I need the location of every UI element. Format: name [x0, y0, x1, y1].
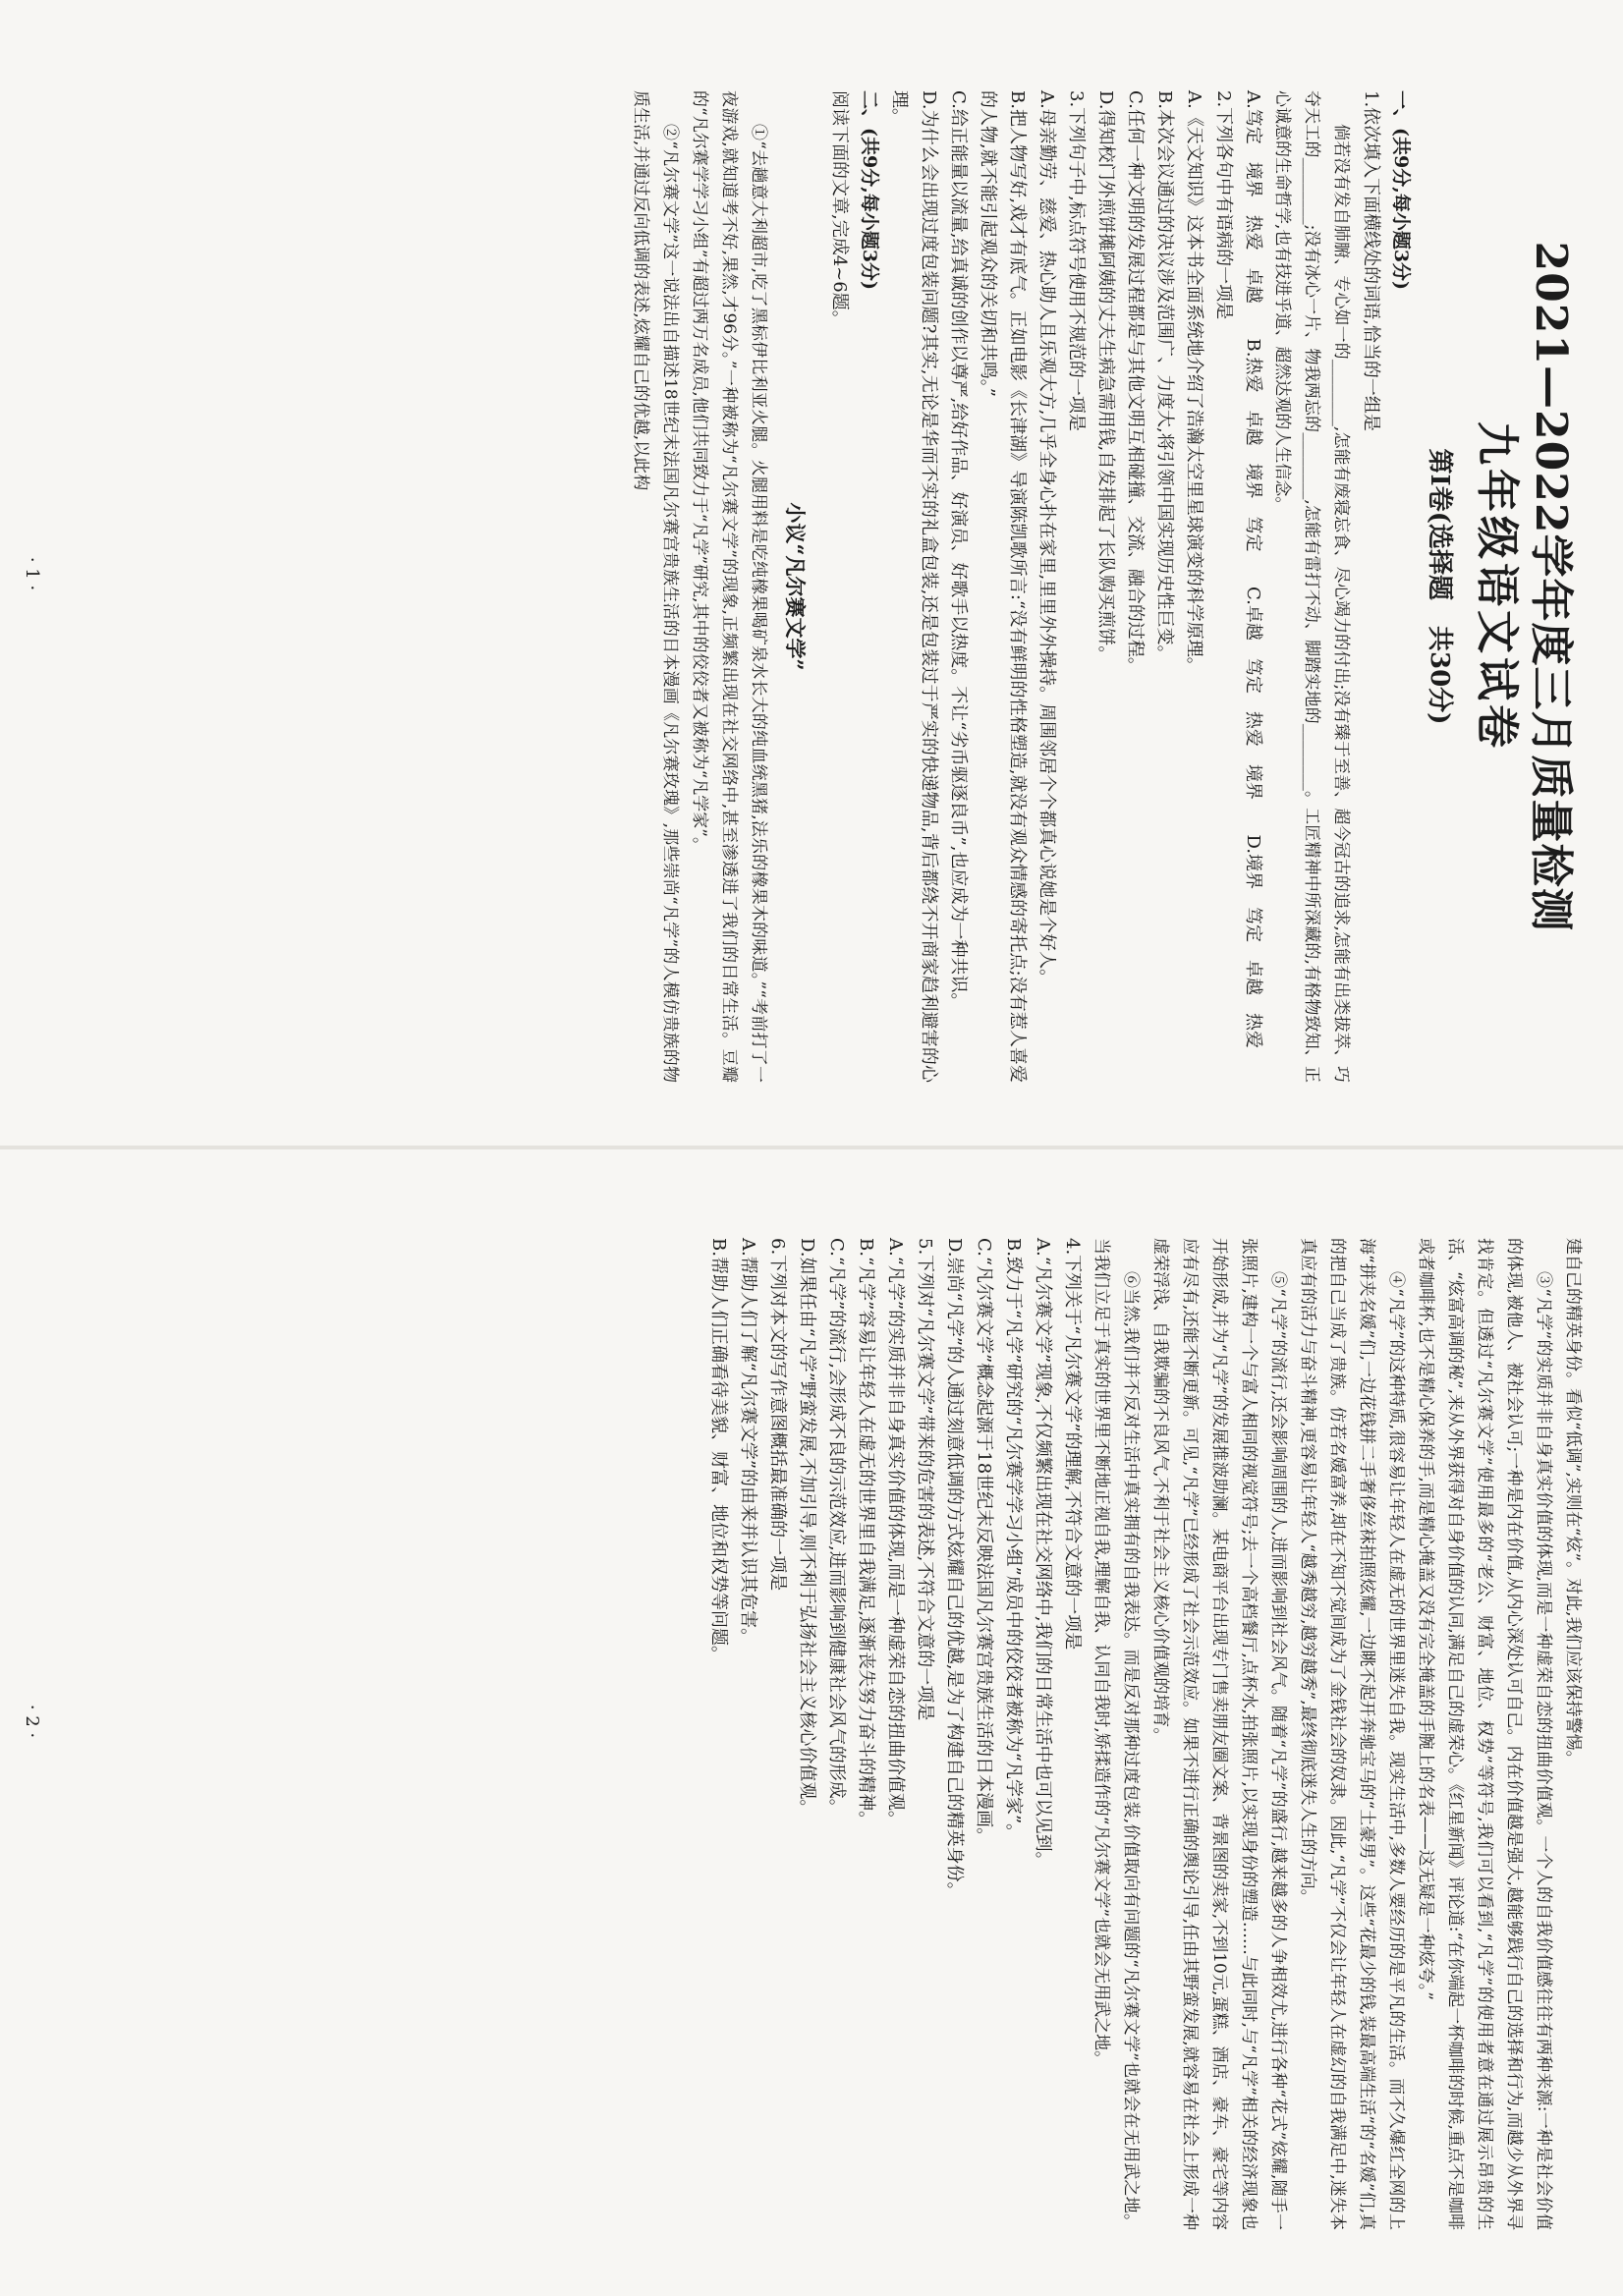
- question-5-stem: 5.下列对“凡尔赛文学”带来的危害的表述,不符合文意的一项是: [915, 1238, 935, 1721]
- part2-header: 二、(共9分,每小题3分): [859, 90, 880, 291]
- option-c: C.“凡尔赛文学”概念起源于18世纪末反映法国凡尔赛宫贵族生活的日本漫画。: [974, 1238, 994, 1846]
- article-title: 小议“凡尔赛文学”: [783, 502, 808, 671]
- article-paragraph-1: ①“去趟意大利超市,吃了黑标伊比利亚火腿。火腿用料是吃纯橡果喝矿泉水长大的纯血统黑猪,法乐的橡果木的味道。”“考前打了一夜游戏,就知道考不好,果然,才96分。”一种被称为“凡尔赛文学”的现象,正频繁出现在社交网络中,甚至渗透进了我们的日常生活。豆瓣的“凡尔赛学学习小组”有超过两万名成员,他们共同致力于“凡学”研究,其中的佼佼者又被称为“凡学家”。: [690, 90, 768, 1083]
- question-4-stem: 4.下列关于“凡尔赛文学”的理解,不符合文意的一项是: [1062, 1238, 1083, 1651]
- part1-header: 一、(共9分,每小题3分): [1390, 90, 1412, 291]
- question-2: [1091, 90, 1238, 1083]
- option-b: B.本次会议通过的决议涉及范围广、力度大,将引领中国实现历史性巨变。: [1154, 90, 1175, 663]
- option-b: B.“凡学”容易让年轻人在虚无的世界里自我满足,逐渐丧失努力奋斗的精神。: [856, 1238, 876, 1829]
- section-heading: 第Ⅰ卷(选择题 共30分): [1425, 448, 1454, 725]
- article-paragraph-2: ②“凡尔赛文学”这一说法出自描述18世纪末法国凡尔赛宫贵族生活的日本漫画《凡尔赛玫瑰》,那些崇尚“凡学”的人模仿贵族的物质生活,并通过反向低调的表述,炫耀自己的优越,以此构: [631, 90, 680, 1083]
- option-a: A.《天文知识》这本书全面系统地介绍了浩瀚太空里星球演变的科学原理。: [1184, 90, 1204, 675]
- option-a: A.母亲勤劳、慈爱、热心助人且乐观大方,几乎全身心扑在家里,里里外外操持。周围邻居个个都真心说她是个好人。: [1036, 90, 1057, 987]
- question-4: [939, 1238, 1087, 2230]
- question-3-stem: 3.下列句子中,标点符号使用不规范的一项是: [1066, 90, 1087, 431]
- option-a: A.帮助人们了解“凡尔赛文学”的由来并认识其危害。: [738, 1238, 758, 1647]
- option-c: C.任何一种文明的发展过程都是与其他文明互相碰撞、交流、融合的过程。: [1125, 90, 1146, 675]
- question-3: [884, 90, 1091, 1083]
- option-a: A.笃定 境界 热爱 卓越: [1243, 90, 1263, 304]
- option-c: C.卓越 笃定 热爱 境界: [1243, 587, 1263, 800]
- option-b: B.致力于“凡学”研究的“凡尔赛学学习小组”成员中的佼佼者被称为“凡学家”。: [1003, 1238, 1024, 1842]
- part2-intro: 阅读下面的文章,完成4~6题。: [829, 90, 850, 328]
- question-1-options: [1238, 90, 1267, 1083]
- exam-subtitle: 九年级语文试卷: [1472, 421, 1522, 752]
- option-a: A.“凡学”的实质并非自身真实价值的体现,而是一种虚荣自恋的扭曲价值观。: [885, 1238, 906, 1828]
- option-c: C.给正能量以流量,给真诚的创作以尊严,给好作品、好演员、好歌手以热度。不让“劣币驱逐良币”,也应成为一种共识。: [948, 90, 969, 1011]
- option-d: D.崇尚“凡学”的人通过刻意低调的方式炫耀自己的优越,是为了构建自己的精英身份。: [944, 1238, 965, 1900]
- option-d: D.为什么会出现过度包装问题?其实,无论是华而不实的礼盒包装,还是包装过于严实的快递物品,背后都绕不开商家趋利避害的心理。: [889, 90, 939, 1083]
- option-d: D.如果任由“凡学”野蛮发展,不加引导,则不利于弘扬社会主义核心价值观。: [797, 1238, 817, 1818]
- option-b: B.帮助人们正确看待美貌、财富、地位和权势等问题。: [708, 1238, 729, 1663]
- question-5: [792, 1238, 939, 2230]
- article-paragraph-6: ⑥当然,我们并不反对生活中真实拥有的自我表达。而是反对那种过度包装,价值取向有问题的“凡尔赛文学”也就会在无用武之地。当我们立足于真实的世界里不断地正视自我,理解自我、认同自我时,矫揉造作的“凡尔赛文学”也就会无用武之地。: [1091, 1238, 1141, 2230]
- option-d: D.得知校门外煎饼摊阿姨的丈夫生病急需用钱,自发排起了长队购买煎饼。: [1095, 90, 1116, 664]
- question-6-stem: 6.下列对本文的写作意图概括最准确的一项是: [767, 1238, 788, 1592]
- question-6: [703, 1238, 792, 2230]
- question-1: [1238, 90, 1385, 1083]
- article-paragraph-4: ④“凡学”的这种特质,很容易让年轻人在虚无的世界里迷失自我。现实生活中,多数人要经历的是平凡的生活。而不久爆红全网的上海“拼夹名媛”们,一边花钱拼二手奢侈丝袜拍照炫耀,一边眺不起开奔驰宝马的“土豪男”。这些“花最少的钱,装最高端生活”的“名媛”们,真的把自己当成了贵族。仿若名媛富养,却在不知不觉间成为了金钱社会的奴隶。因此,“凡学”不仅会让年轻人在虚幻的自我满足中,迷失本真应有的活力与奋斗精神,更容易让年轻人“越秀越穷,越穷越秀”,最终彻底迷失人生的方向。: [1298, 1238, 1406, 2230]
- option-d: D.境界 笃定 卓越 热爱: [1243, 834, 1263, 1049]
- article-paragraph-2-continued: 建自己的精英身份。看似“低调”,实则在“炫”。对此,我们应该保持警惕。: [1563, 1238, 1583, 1767]
- page-number: · 1 ·: [22, 556, 42, 591]
- question-1-passage: 倘若没有发自肺腑、专心如一的________,怎能有废寝忘食、尽心竭力的付出;没有臻于至善、超今冠古的追求,怎能有出类拔萃、巧夺天工的________;没有冰心一片、物我两忘的________,怎能有雷打不动、脚踏实地的________。工匠精神中所深藏的,有格物致知、正心诚意的生命哲学,也有技进乎道、超然达观的人生信念。: [1272, 90, 1351, 1083]
- option-b: B.热爱 卓越 境界 笃定: [1243, 338, 1263, 552]
- option-c: C.“凡学”的流行,会形成不良的示范效应,进而影响到健康社会风气的形成。: [826, 1238, 847, 1817]
- page-number: · 2 ·: [22, 1704, 42, 1739]
- option-a: A.“凡尔赛文学”现象,不仅频繁出现在社交网络中,我们的日常生活中也可以见到。: [1033, 1238, 1053, 1870]
- article-paragraph-5: ⑤“凡学”的流行,还会影响周围的人,进而影响到社会风气。随着“凡学”的盛行,越来越多的人争相效尤,进行各种“花式”炫耀,随手一张照片,建构一个与富人相同的视觉符号;去一个高档餐厅,点杯水,拍张照片,以实现身份的塑造……与此同时,与“凡学”相关的经济现象也开始形成,并为“凡学”的发展推波助澜。某电商平台出现专门售卖朋友圈文案、背景图的卖家,不到10元,蛋糕、酒店、豪车、豪宅等内容应有尽有,还能不断更新。可见,“凡学”已经形成了社会示范效应。如果不进行正确的舆论引导,任由其野蛮发展,就容易在社会上形成一种虚荣浮浅、自我欺骗的不良风气,不利于社会主义核心价值观的培育。: [1150, 1238, 1288, 2230]
- option-b: B.把人物写好,戏才有底气。正如电影《长津湖》导演陈凯歌所言:“没有鲜明的性格塑造,就没有观众情感的寄托点;没有惹人喜爱的人物,就不能引起观众的关切和共鸣。”: [978, 90, 1028, 1083]
- exam-page-2: [0, 1148, 1623, 2295]
- question-2-stem: 2.下列各句中有语病的一项是: [1213, 90, 1234, 320]
- article-paragraph-3: ③“凡学”的实质并非自身真实价值的体现,而是一种虚荣自恋的扭曲价值观。一个人的自我价值感往往有两种来源:一种是社会价值的体现,被他人、被社会认可;一种是内在价值,从内心深处认可自己。内在价值越是强大,越能够践行自己的选择和行为,而越少从外界寻找肯定。但透过“凡尔赛文学”使用最多的“老公、财富、地位、权势”等符号,我们可以看到,“凡学”的使用者意在通过展示昂贵的生活、“炫富高调的秘”,来从外界获得对自身价值的认同,满足自己的虚荣心。《红星新闻》评论道:“在你端起一杯咖啡的时候,重点不是咖啡或者咖啡杯,也不是精心保养的手,而是精心掩盖又没有完全掩盖的手腕上的名表——这无疑是一种炫夸。”: [1416, 1238, 1553, 2230]
- exam-title: 2021—2022学年度三月质量检测: [1526, 241, 1576, 932]
- question-1-stem: 1.依次填入下面横线处的词语,恰当的一组是: [1361, 90, 1381, 431]
